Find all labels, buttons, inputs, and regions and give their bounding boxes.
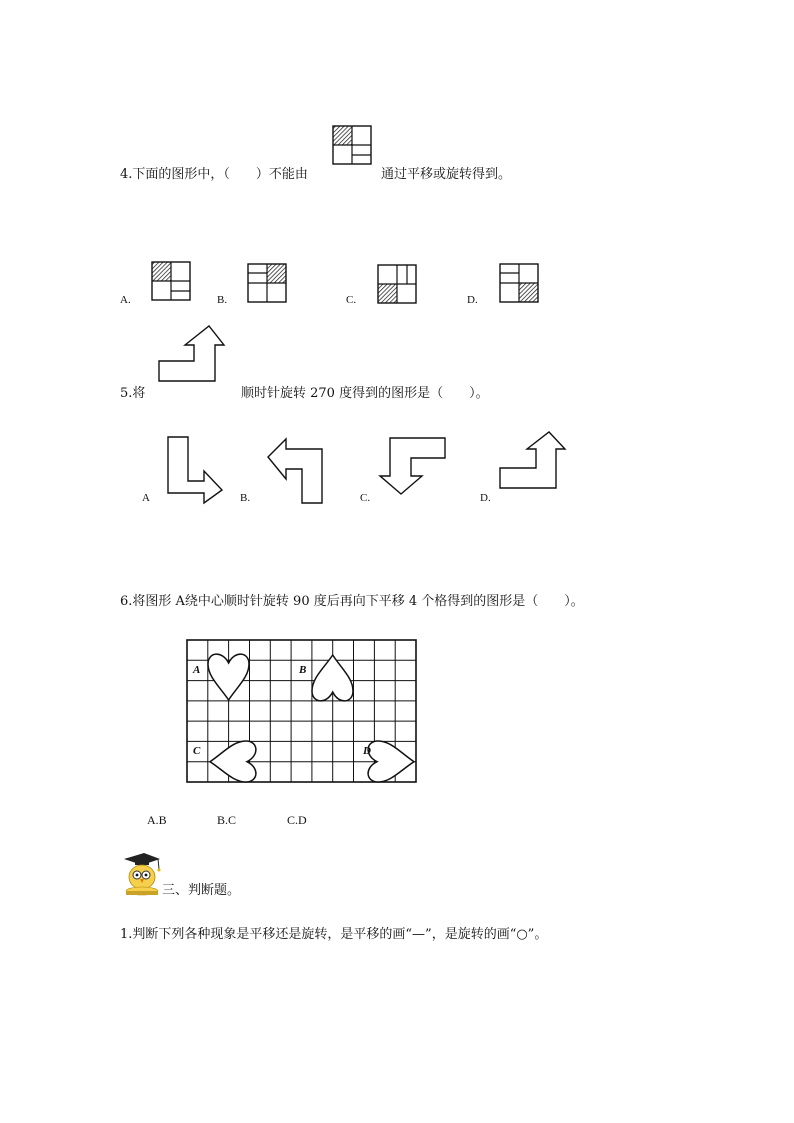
q4-question-prefix: 4.下面的图形中，（ ）不能由 (120, 167, 308, 182)
q4-option-c-figure[interactable] (377, 264, 417, 304)
q6-grid-label-c: C (193, 745, 201, 757)
q5-reference-arrow (158, 325, 226, 383)
q4-option-b-label[interactable]: B. (217, 294, 228, 306)
q5-option-b-label[interactable]: B. (240, 492, 251, 504)
q6-question-text: 6.将图形 A绕中心顺时针旋转 90 度后再向下平移 4 个格得到的图形是（ ）。 (120, 594, 584, 609)
q5-option-d-label[interactable]: D. (480, 492, 491, 504)
q6-grid-label-a: A (193, 664, 201, 676)
q6-option-b[interactable]: B.C (217, 813, 237, 827)
q5-option-d-figure[interactable] (498, 431, 568, 491)
q5-question-prefix: 5.将 (120, 386, 146, 401)
q6-option-a[interactable]: A.B (147, 813, 167, 827)
q5-option-b-figure[interactable] (266, 437, 326, 505)
q4-option-a-figure[interactable] (151, 261, 191, 301)
q6-option-c[interactable]: C.D (287, 813, 307, 827)
q5-option-a-label[interactable]: A (142, 492, 150, 504)
q5-option-c-figure[interactable] (378, 436, 448, 496)
section3-title: 三、判断题。 (162, 883, 241, 898)
q6-grid-label-b: B (299, 664, 307, 676)
q4-option-a-label[interactable]: A. (120, 294, 131, 306)
q4-option-d-figure[interactable] (499, 263, 539, 303)
q4-option-d-label[interactable]: D. (467, 294, 478, 306)
q6-grid-label-d: D (363, 745, 371, 757)
q4-option-c-label[interactable]: C. (346, 294, 357, 306)
q5-question-suffix: 顺时针旋转 270 度得到的图形是（ ）。 (241, 386, 489, 401)
q4-option-b-figure[interactable] (247, 263, 287, 303)
owl-graduate-icon (118, 851, 162, 897)
q6-grid-figure (186, 639, 422, 784)
q4-question-suffix: 通过平移或旋转得到。 (381, 167, 512, 182)
section3-q1-text: 1.判断下列各种现象是平移还是旋转，是平移的画“—”，是旋转的画“○”。 (120, 927, 548, 942)
q5-option-a-figure[interactable] (166, 435, 226, 505)
q4-reference-figure (332, 125, 372, 165)
q5-option-c-label[interactable]: C. (360, 492, 371, 504)
